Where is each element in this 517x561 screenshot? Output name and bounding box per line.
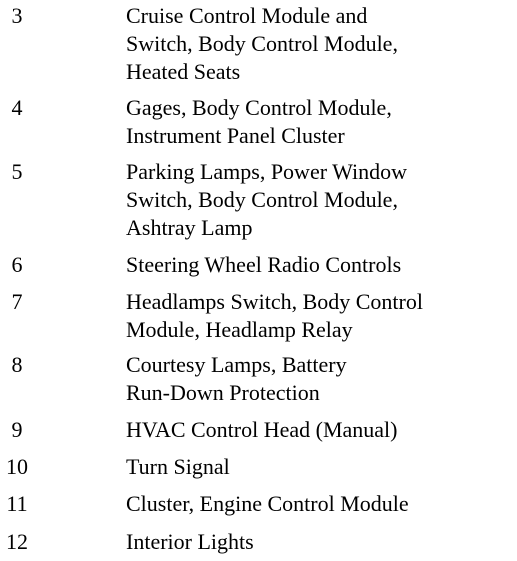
fuse-description	[126, 351, 506, 407]
description-line: Cluster, Engine Control Module	[126, 491, 409, 516]
description-line: Courtesy Lamps, Battery	[126, 352, 347, 377]
description-line: Turn Signal	[126, 454, 230, 479]
description-line: Heated Seats	[126, 59, 241, 84]
fuse-description	[126, 490, 506, 518]
description-line: Ashtray Lamp	[126, 215, 253, 240]
description-line: Instrument Panel Cluster	[126, 123, 345, 148]
fuse-description	[126, 416, 506, 444]
fuse-number: 9	[11, 417, 23, 442]
description-line: Switch, Body Control Module,	[126, 31, 398, 56]
fuse-number: 3	[11, 3, 23, 28]
fuse-number: 12	[6, 529, 28, 554]
fuse-description	[126, 251, 506, 279]
description-line: Gages, Body Control Module,	[126, 95, 392, 120]
fuse-description	[126, 453, 506, 481]
description-line: Module, Headlamp Relay	[126, 317, 353, 342]
description-line: Steering Wheel Radio Controls	[126, 252, 402, 277]
fuse-description	[126, 94, 506, 150]
description-line: Cruise Control Module and	[126, 3, 368, 28]
fuse-number: 11	[6, 491, 28, 516]
fuse-number: 10	[6, 454, 28, 479]
fuse-description	[126, 528, 506, 556]
fuse-number: 8	[11, 352, 23, 377]
description-line: Parking Lamps, Power Window	[126, 159, 408, 184]
fuse-number: 6	[11, 252, 23, 277]
description-line: Interior Lights	[126, 529, 254, 554]
description-line: HVAC Control Head (Manual)	[126, 417, 398, 442]
fuse-description	[126, 158, 506, 242]
description-line: Headlamps Switch, Body Control	[126, 289, 423, 314]
fuse-number: 5	[11, 159, 23, 184]
fuse-number: 4	[11, 95, 23, 120]
description-line: Switch, Body Control Module,	[126, 187, 398, 212]
fuse-description	[126, 288, 506, 344]
fuse-description	[126, 2, 506, 86]
fuse-number: 7	[11, 289, 23, 314]
description-line: Run-Down Protection	[126, 380, 320, 405]
